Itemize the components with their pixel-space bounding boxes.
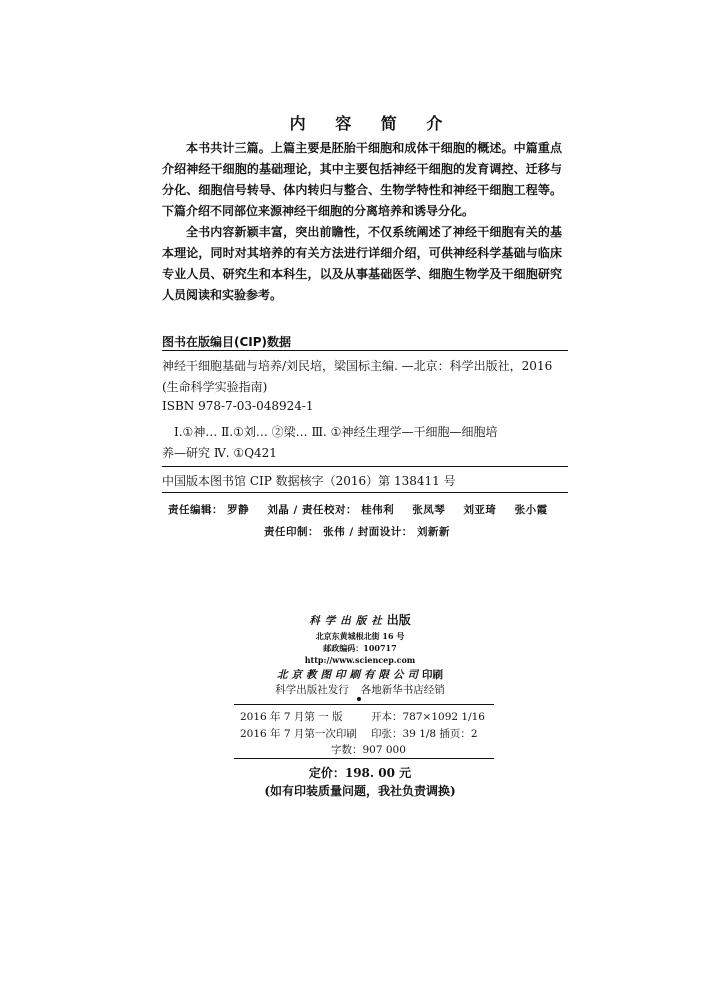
editors-label: 责任编辑： [168,504,223,516]
cip-heading: 图书在版编目(CIP)数据 [162,335,292,349]
cip-classification-2: 养—研究 Ⅳ. ①Q421 [162,446,277,460]
proofreaders-label: / 责任校对： [293,504,357,516]
printer-seal-text: 北京教图印刷有限公司 [277,669,422,681]
issuer-line [0,682,720,697]
credits-line-2 [264,524,450,539]
summary-title: 内 容 简 介 [289,114,455,133]
edition-format: 开本：787×1092 1/16 [371,711,485,723]
design-name: 刘新新 [416,526,450,538]
proofreader-name: 张小霞 [514,504,548,516]
price: 定价：198. 00 元 [308,766,412,780]
cip-isbn: ISBN 978-7-03-048924-1 [162,399,314,413]
cip-title-line: 神经干细胞基础与培养/刘民培，梁国标主编. —北京：科学出版社，2016 [162,359,553,373]
publisher-seal-text: 科学出版社 [309,615,387,627]
cip-series: (生命科学实验指南) [162,380,268,394]
proofreader-name: 桂伟利 [361,504,395,516]
edition-top-rule [234,704,494,705]
cip-number: 中国版本图书馆 CIP 数据核字（2016）第 138411 号 [162,474,456,488]
word-count: 字数：907 000 [331,744,406,756]
printing-name: 张伟 [323,526,346,538]
separator-dot [357,697,361,701]
proofreader-name: 张凤琴 [412,504,446,516]
publisher-address: 北京东黄城根北街 16 号 [315,631,405,641]
design-label: / 封面设计： [349,526,413,538]
printer-name [0,667,720,682]
summary-paragraph-2: 全书内容新颖丰富，突出前瞻性，不仅系统阐述了神经干细胞有关的基本理论，同时对其培养的有关方法进行详细介绍，可供神经科学基础与临床专业人员、研究生和本科生，以及从事基础医学、细胞生物学及干细胞研究人员阅读和实验参考。 [162,225,562,302]
edition-bottom-rule [234,758,494,759]
publisher-url: http://www.sciencep.com [304,655,416,665]
proofreader-name: 刘亚琦 [463,504,497,516]
editor-name: 罗静 [227,504,250,516]
printer-suffix: 印刷 [422,669,443,681]
print-sheets: 印张：39 1/8 插页：2 [371,728,478,740]
issuer-left: 科学出版社发行 [275,684,349,696]
publisher-postcode: 邮政编码：100717 [323,643,397,653]
cip-mid-rule [162,466,568,467]
editor-name: 刘晶 [267,504,290,516]
issuer-right: 各地新华书店经销 [360,684,445,696]
cip-top-rule [162,350,568,351]
edition-date: 2016 年 7 月第 一 版 [240,711,343,723]
printing-label: 责任印制： [264,526,319,538]
publisher-name [0,611,720,628]
credits-line-1 [168,502,548,517]
publisher-suffix: 出版 [386,613,411,627]
print-date: 2016 年 7 月第一次印刷 [240,728,357,740]
summary-paragraph-1: 本书共计三篇。上篇主要是胚胎干细胞和成体干细胞的概述。中篇重点介绍神经干细胞的基础理论，其中主要包括神经干细胞的发育调控、迁移与分化、细胞信号转导、体内转归与整合、生物学特性和神经干细胞工程等。下篇介绍不同部位来源神经干细胞的分离培养和诱导分化。 [162,141,562,218]
price-note: (如有印装质量问题，我社负责调换) [264,784,456,798]
cip-classification-1: Ⅰ.①神… Ⅱ.①刘… ②梁… Ⅲ. ①神经生理学—干细胞—细胞培 [174,425,498,439]
cip-bottom-rule [162,492,568,493]
